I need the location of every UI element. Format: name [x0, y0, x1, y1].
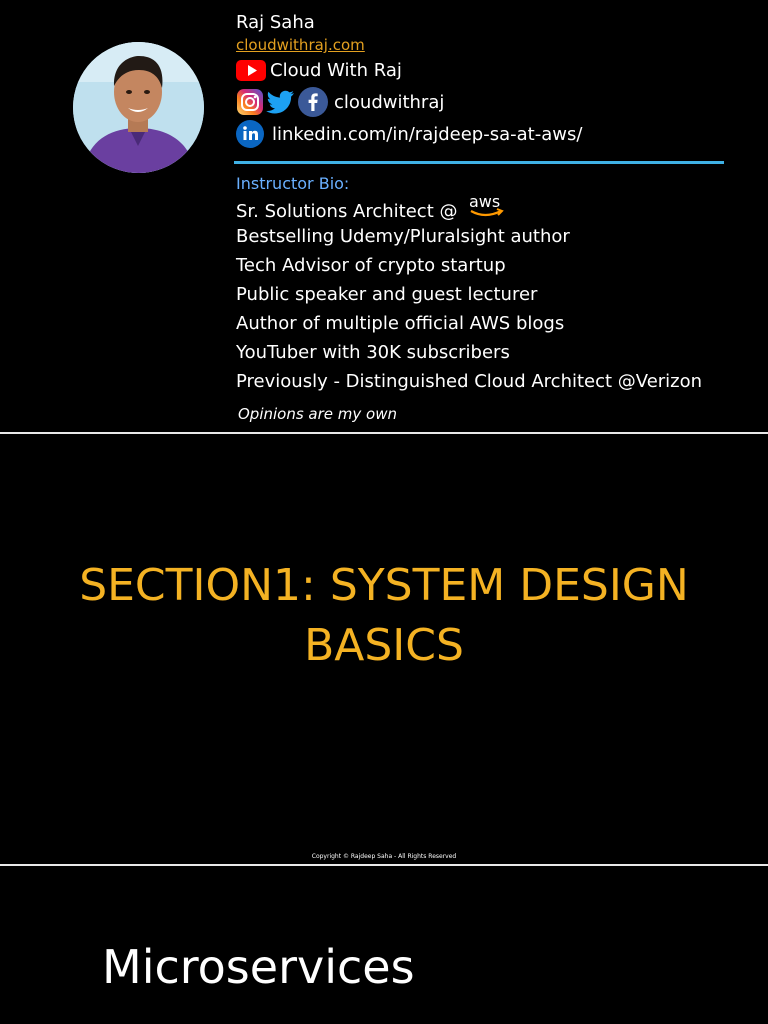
section-title-line: BASICS: [304, 620, 464, 671]
bio-item: Public speaker and guest lecturer: [236, 284, 538, 305]
aws-logo: [467, 193, 509, 219]
bio-item-text: Sr. Solutions Architect @: [236, 201, 458, 222]
avatar-photo: [73, 42, 204, 173]
website-link[interactable]: cloudwithraj.com: [236, 36, 365, 54]
twitter-icon[interactable]: [266, 89, 296, 115]
bio-item: Tech Advisor of crypto startup: [236, 255, 506, 276]
social-handle-label: cloudwithraj: [334, 91, 445, 113]
section-slide: [0, 434, 768, 864]
slide-title: Microservices: [102, 940, 415, 994]
bio-item: Bestselling Udemy/Pluralsight author: [236, 226, 570, 247]
disclaimer-text: Opinions are my own: [238, 405, 398, 423]
bio-item: Author of multiple official AWS blogs: [236, 313, 565, 334]
bio-item: Previously - Distinguished Cloud Architect @Verizon: [236, 371, 703, 392]
microservices-slide: [0, 866, 768, 1024]
youtube-icon: [236, 60, 266, 81]
bio-item: [236, 193, 702, 222]
facebook-icon[interactable]: [298, 87, 328, 117]
linkedin-icon: [236, 120, 264, 148]
linkedin-row[interactable]: [236, 120, 582, 148]
instagram-icon[interactable]: [236, 88, 264, 116]
bio-list: [236, 193, 702, 396]
aws-logo-text: aws: [469, 193, 501, 211]
social-handles-row: [236, 87, 444, 117]
copyright-text: Copyright © Rajdeep Saha - All Rights Reserved: [311, 853, 457, 860]
linkedin-url-label: linkedin.com/in/rajdeep-sa-at-aws/: [272, 123, 583, 145]
section-title-line: SECTION1: SYSTEM DESIGN: [79, 560, 689, 611]
section-divider: [234, 161, 724, 164]
youtube-channel-label: Cloud With Raj: [270, 60, 402, 81]
bio-item: YouTuber with 30K subscribers: [236, 342, 510, 363]
section-title: [0, 556, 768, 676]
youtube-row[interactable]: [236, 60, 402, 81]
profile-name: Raj Saha: [236, 12, 315, 33]
instructor-slide: [0, 0, 768, 432]
bio-heading: Instructor Bio:: [236, 174, 350, 193]
